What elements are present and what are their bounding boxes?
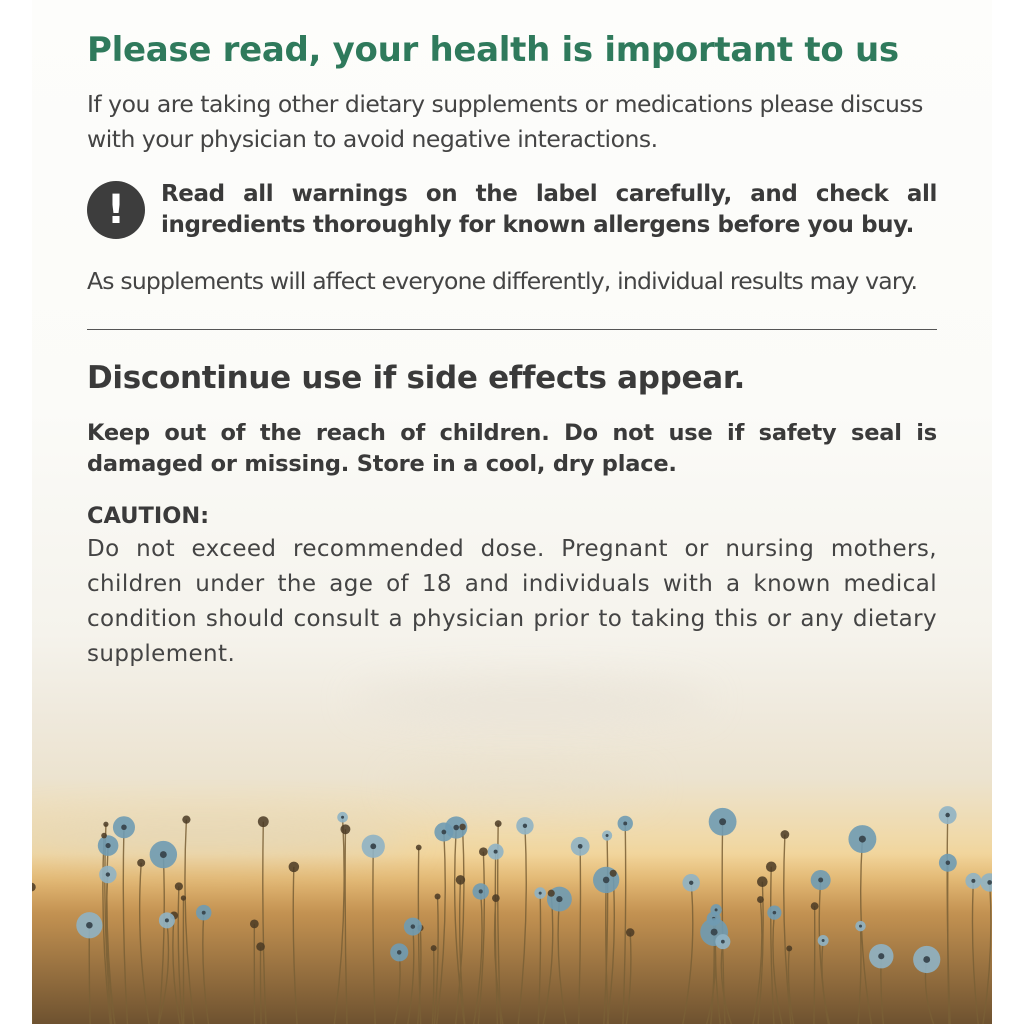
flower-center [946,861,950,865]
seed-head [811,902,819,910]
flower-center [822,939,825,942]
info-panel [32,0,992,1024]
seed-head [416,845,422,851]
warning-callout [87,179,937,241]
flower-center [494,850,498,854]
flower-center [923,956,930,963]
seed-head [435,894,441,900]
seed-head [610,870,617,877]
caution-text: Do not exceed recommended dose. Pregnant or nursing mothers, children under the age of 18 and individuals with a known medical condition should consult a physician prior to taking this or any dietary supplement. [87,535,937,667]
flower-center [859,836,866,843]
seed-head [495,820,502,827]
flower-center [719,818,726,825]
flower-center [341,816,344,819]
seed-head [103,822,108,827]
seed-head [459,824,465,830]
seed-head [250,919,259,928]
flower-center [603,877,610,884]
flower-center [578,844,583,849]
flower-center [773,911,777,915]
flower-center [971,879,975,883]
exclamation-circle-icon: ! [87,181,145,239]
seed-head [175,882,183,890]
seed-head [182,815,190,823]
flower-center [715,908,718,911]
wildflower-field-illustration [32,794,992,1024]
flower-center [202,911,206,915]
seed-head [766,861,777,872]
seed-head [626,928,635,937]
seed-head [101,833,107,839]
seed-head [181,895,186,900]
flower-center [721,940,725,944]
discontinue-heading: Discontinue use if side effects appear. [87,359,745,396]
flower-center [818,878,823,883]
seed-head [548,890,555,897]
flower-center [711,929,718,936]
warning-text: Read all warnings on the label carefully, and check all ingredients thoroughly for known allergens before you buy. [161,180,937,238]
interaction-notice: If you are taking other dietary supplements or medications please discuss with your physician to avoid negative interactions. [87,89,923,153]
flower-center [479,889,483,893]
seed-head [137,859,145,867]
flower-center [878,953,884,959]
seed-head [289,862,300,873]
seed-head [757,876,768,887]
storage-instructions: Keep out of the reach of children. Do not use if safety seal is damaged or missing. Store in a cool, dry place. [87,419,937,477]
seed-head [340,824,350,834]
flower-center [160,851,167,858]
flower-center [689,881,693,885]
caution-label: CAUTION: [87,502,210,529]
flower-center [106,872,110,876]
seed-head [786,945,792,951]
flower-center [987,880,992,885]
flower-center [606,834,609,837]
flower-center [106,843,111,848]
flower-center [442,830,447,835]
seed-head [492,894,500,902]
seed-head [781,830,790,839]
flower-center [411,924,415,928]
flower-center [859,925,862,928]
flower-center [165,918,169,922]
page-title: Please read, your health is important to us [87,30,899,70]
flower-center [121,824,127,830]
flower-center [523,824,527,828]
seed-head [757,896,764,903]
flower-center [556,896,562,902]
flower-center [370,843,376,849]
cloud-shape [352,680,712,720]
flower-center [623,822,627,826]
flower-center [86,922,93,929]
flower-center [945,813,949,817]
flower-stem [260,947,261,1024]
flower-center [539,892,542,895]
seed-head [456,875,465,884]
flower-center [397,950,402,955]
results-disclaimer: As supplements will affect everyone differently, individual results may vary. [87,266,918,295]
seed-head [431,945,437,951]
content-column [87,30,937,672]
flower-center [453,825,459,831]
seed-head [258,816,269,827]
section-divider [87,329,937,330]
seed-head [479,847,488,856]
seed-head [256,942,265,951]
